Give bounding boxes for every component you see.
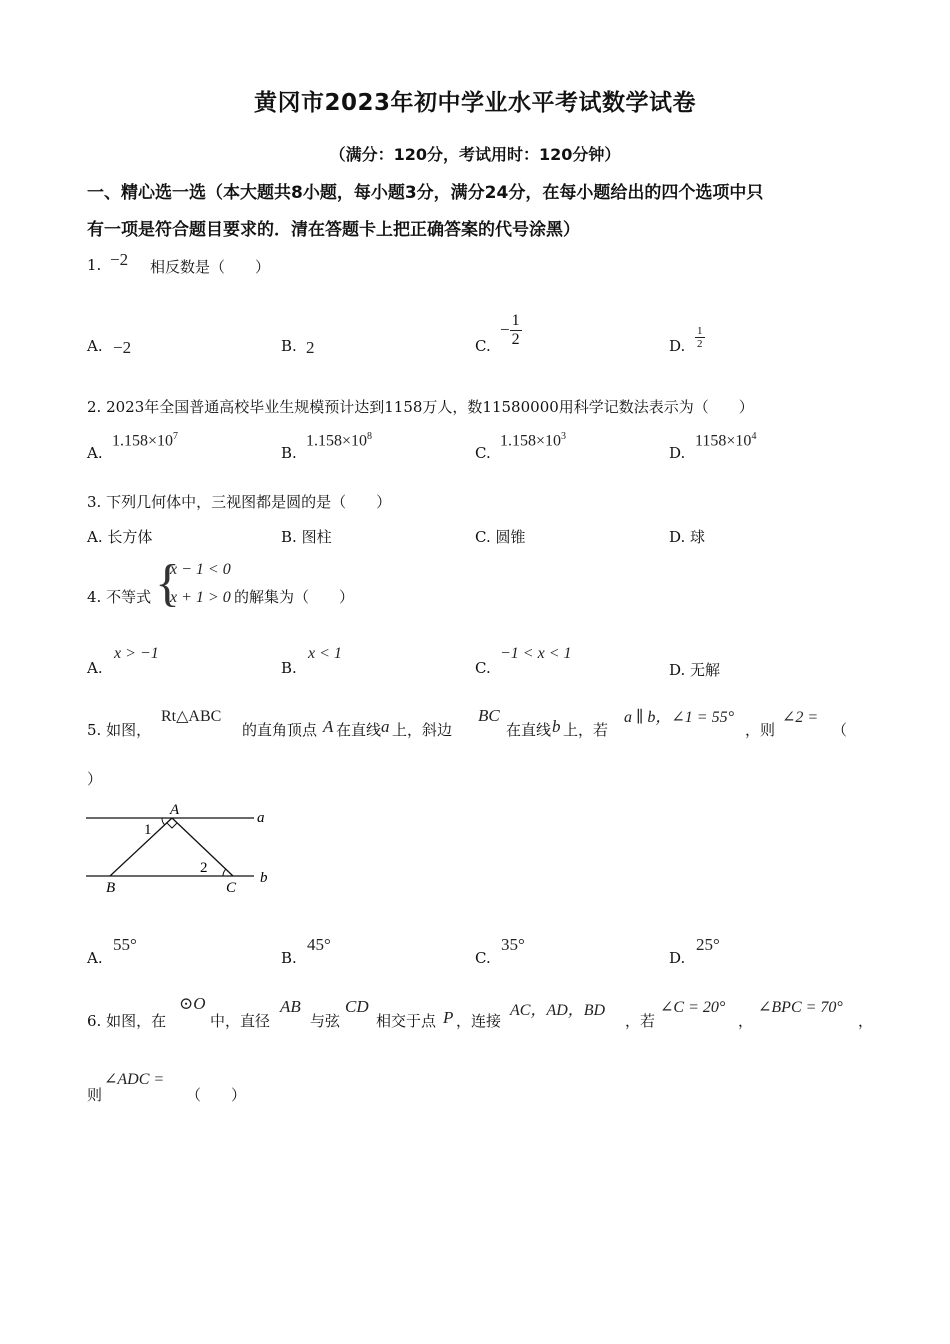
q6-math-circle-o: ⊙O	[179, 994, 206, 1013]
q1-number: 1.	[87, 256, 102, 274]
q5-figure-label-c: C	[226, 880, 237, 896]
q6-text-6: ，若	[625, 1012, 656, 1030]
q6-text-5: ，连接	[456, 1012, 502, 1030]
q6-math-angle-bpc: ∠BPC = 70°	[758, 999, 843, 1016]
page-title: 黄冈市2023年初中学业水平考试数学试卷	[253, 90, 696, 116]
q5-point-a: A	[323, 717, 334, 736]
q5-figure-side-ab	[110, 818, 172, 876]
q5-option-b-value: 45°	[307, 935, 331, 954]
q1-text: 相反数是（ ）	[150, 258, 271, 276]
q2-text: 2. 2023年全国普通高校毕业生规模预计达到1158万人，数11580000用科学记数法表示为（ ）	[87, 398, 754, 416]
q6-math-ab: AB	[280, 997, 301, 1016]
q1-option-d-den: 2	[697, 338, 703, 351]
q5-figure	[80, 796, 280, 896]
q5-figure-label-1: 1	[144, 822, 152, 838]
q5-figure-label-b-point: B	[106, 880, 116, 896]
q5-figure-arc-1	[162, 818, 165, 825]
q1-option-a-label: A.	[87, 337, 103, 355]
q2-option-b-value: $1.158\times 10^8$	[306, 431, 373, 450]
q2-option-d-value: $1158\times 10^4$	[695, 431, 757, 450]
q5-text-9: ）	[87, 770, 103, 788]
q2-option-a-label: A.	[87, 444, 103, 462]
q6-point-p: P	[443, 1008, 454, 1027]
q4-option-c-value: −1 < x < 1	[500, 645, 572, 662]
q1-option-b-value: 2	[306, 338, 315, 357]
q1-option-c-num: 1	[511, 312, 520, 329]
q4-option-a-value: x > −1	[114, 645, 159, 662]
q6-text-8: ，	[858, 1012, 874, 1030]
q6-math-angle-adc: ∠ADC =	[104, 1071, 165, 1088]
q4-option-c-label: C.	[475, 659, 491, 677]
q3-text: 3. 下列几何体中，三视图都是圆的是（ ）	[87, 493, 392, 511]
q6-text-9: 则	[87, 1086, 103, 1104]
q1-option-d-value	[695, 325, 705, 350]
section-heading-line1: 一、精心选一选（本大题共8小题，每小题3分，满分24分，在每小题给出的四个选项中只	[87, 183, 764, 203]
q5-option-d-label: D.	[669, 949, 686, 967]
q5-line-a: a	[381, 717, 390, 736]
q4-brace: {	[155, 555, 180, 612]
q5-math-bc: BC	[478, 706, 500, 725]
q2-option-c-label: C.	[475, 444, 491, 462]
q3-option-a: A. 长方体	[87, 528, 153, 546]
q6-math-angle-c: ∠C = 20°	[660, 999, 726, 1016]
q6-text-2: 中，直径	[210, 1012, 271, 1030]
q5-text-5: 在直线	[506, 721, 552, 739]
q5-option-a-label: A.	[87, 949, 103, 967]
q6-text-3: 与弦	[310, 1012, 341, 1030]
q5-option-c-value: 35°	[501, 935, 525, 954]
q4-suffix: 的解集为（ ）	[234, 588, 355, 606]
q6-math-cd: CD	[345, 997, 369, 1016]
q4-option-d: D. 无解	[669, 661, 721, 679]
q5-figure-label-a: A	[170, 802, 180, 818]
q1-option-d-label: D.	[669, 337, 686, 355]
q5-math-condition: a ∥ b，∠1 = 55°	[624, 709, 734, 726]
q5-text-4: 上，斜边	[392, 721, 453, 739]
q5-figure-arc-2	[223, 869, 226, 876]
q4-prefix: 4. 不等式	[87, 588, 152, 606]
q5-math-angle2: ∠2 =	[782, 709, 819, 726]
q5-text-3: 在直线	[336, 721, 382, 739]
q3-option-d: D. 球	[669, 528, 706, 546]
q5-figure-label-line-a: a	[257, 810, 265, 826]
q2-option-b-label: B.	[281, 444, 297, 462]
q5-text-2: 的直角顶点	[242, 721, 318, 739]
q2-option-c-value: $1.158\times 10^3$	[500, 431, 567, 450]
q5-math-rt-abc: Rt△ABC	[161, 708, 222, 725]
q1-option-d-num: 1	[697, 325, 703, 337]
page-subtitle: （满分：120分，考试用时：120分钟）	[329, 145, 621, 164]
q5-option-c-label: C.	[475, 949, 491, 967]
q5-figure-right-angle	[167, 823, 177, 828]
q4-option-a-label: A.	[87, 659, 103, 677]
q5-text-8: （	[832, 721, 848, 739]
q5-option-a-value: 55°	[113, 935, 137, 954]
q6-math-segments: AC，AD，BD	[510, 1002, 606, 1019]
q1-option-a-value: −2	[113, 338, 132, 357]
q1-option-c-sign: −	[500, 320, 510, 340]
q5-text-1: 5. 如图，	[87, 721, 152, 739]
q6-text-7: ，	[738, 1012, 754, 1030]
q5-option-b-label: B.	[281, 949, 297, 967]
q3-option-b: B. 图柱	[281, 528, 332, 546]
q1-option-b-label: B.	[281, 337, 297, 355]
q1-math: −2	[110, 250, 129, 269]
q3-option-c: C. 圆锥	[475, 528, 526, 546]
q5-text-7: ，则	[745, 721, 776, 739]
q2-option-a-value: $1.158\times 10^7$	[112, 431, 179, 450]
q5-text-6: 上，若	[563, 721, 609, 739]
q5-figure-label-line-b: b	[260, 870, 268, 886]
q5-line-b: b	[552, 717, 561, 736]
q1-option-c-value	[500, 312, 522, 348]
q4-inequality-1: x − 1 < 0	[170, 561, 231, 578]
q1-option-c-label: C.	[475, 337, 491, 355]
q6-text-4: 相交于点	[376, 1012, 437, 1030]
q5-figure-label-2: 2	[200, 860, 208, 876]
q1-option-c-den: 2	[511, 330, 520, 348]
q4-inequality-2: x + 1 > 0	[170, 589, 231, 606]
q4-option-b-label: B.	[281, 659, 297, 677]
section-heading-line2: 有一项是符合题目要求的．清在答题卡上把正确答案的代号涂黑）	[87, 220, 580, 240]
q2-option-d-label: D.	[669, 444, 686, 462]
q6-text-1: 6. 如图，在	[87, 1012, 167, 1030]
q5-option-d-value: 25°	[696, 935, 720, 954]
q4-option-b-value: x < 1	[308, 645, 342, 662]
q6-text-10: （ ）	[186, 1086, 247, 1104]
